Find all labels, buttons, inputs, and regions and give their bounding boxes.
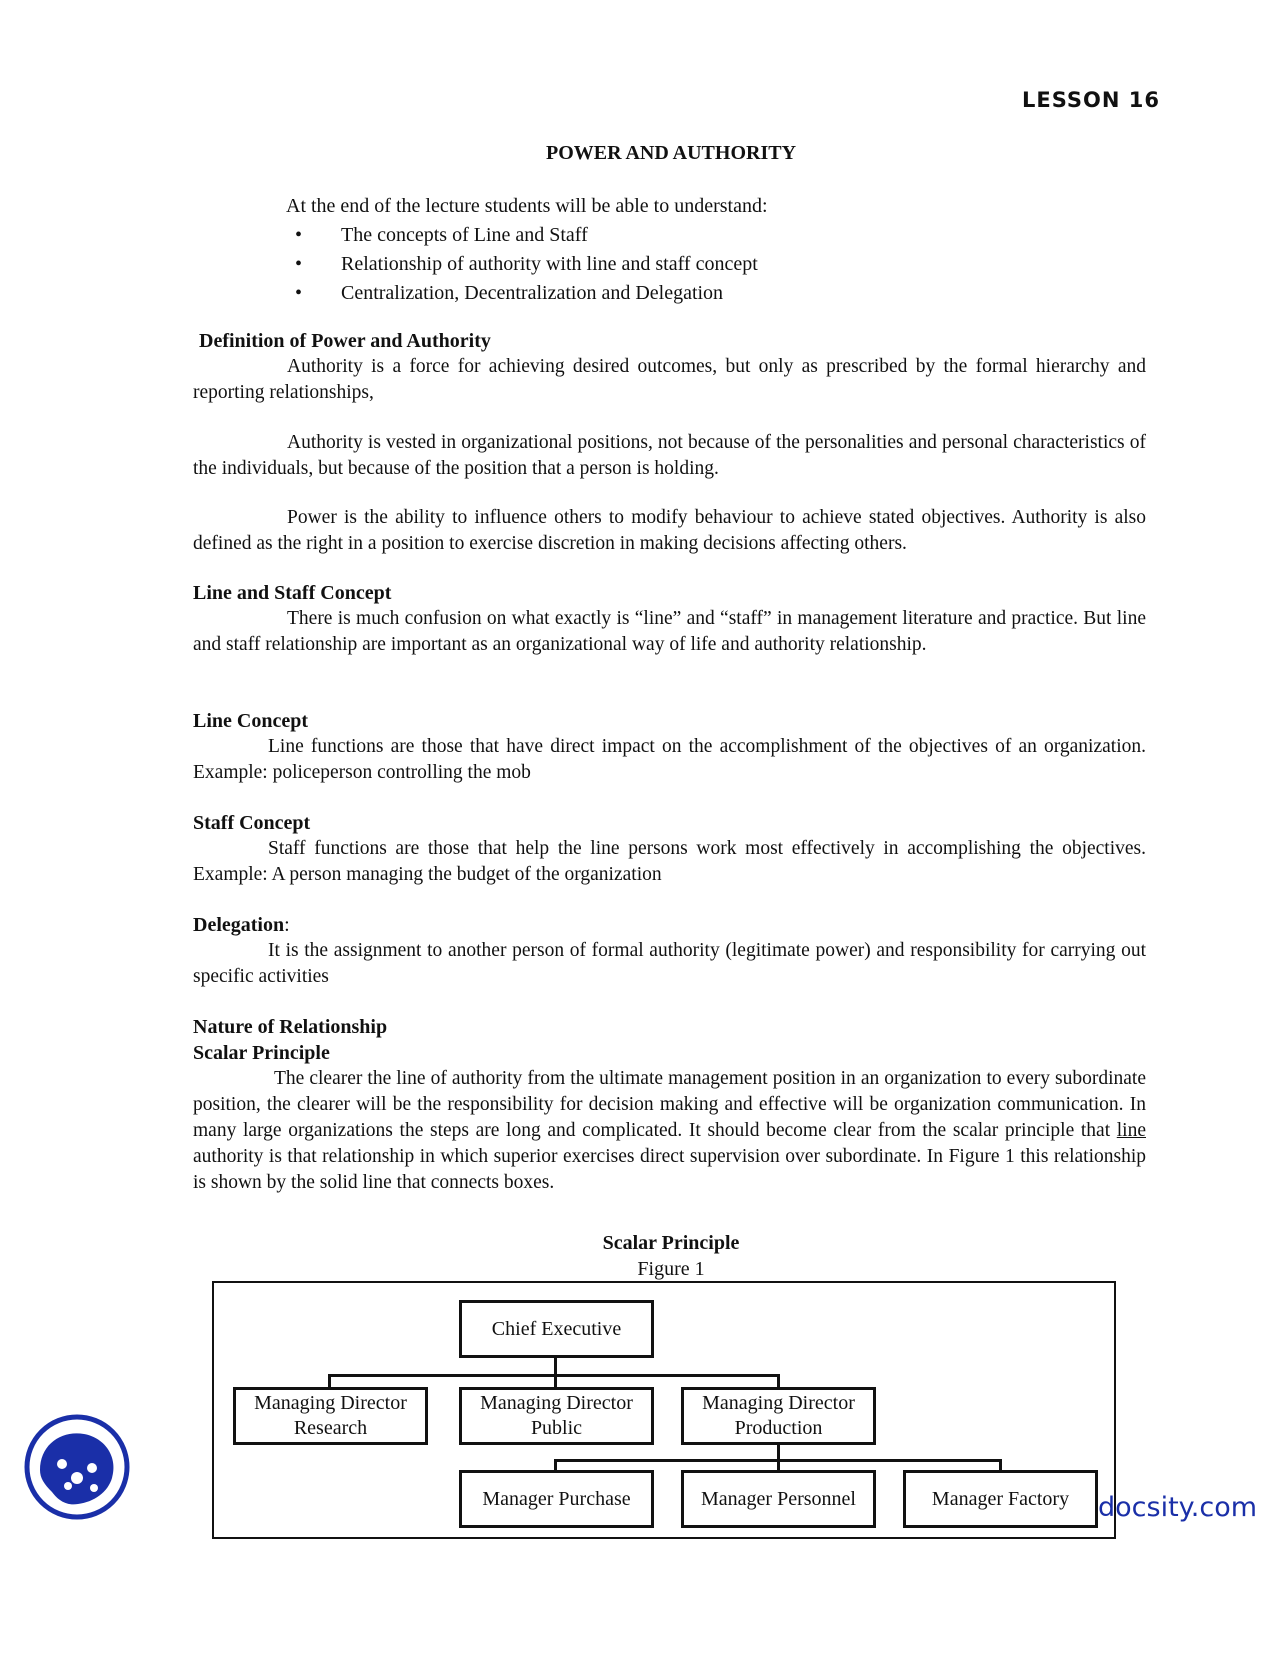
heading-delegation: [193, 912, 1146, 938]
definition-paragraph-1: Authority is a force for achieving desired outcomes, but only as prescribed by the formal hierarchy and reporting relationships,: [193, 356, 1146, 403]
heading-scalar: Scalar Principle: [193, 1042, 330, 1064]
org-chart: [212, 1281, 1116, 1539]
box-md-production: Managing Director Production: [681, 1387, 876, 1445]
heading-definition: Definition of Power and Authority: [199, 330, 491, 352]
heading-delegation-colon: :: [284, 914, 290, 936]
heading-nature: Nature of Relationship: [193, 1016, 388, 1038]
scalar-paragraph: [193, 1066, 1146, 1196]
line-concept-paragraph: Line functions are those that have direct impact on the accomplishment of the objectives of an organization. Example: policeperson controlling the mob: [193, 736, 1146, 783]
box-manager-personnel: Manager Personnel: [681, 1470, 876, 1528]
connector-line: [554, 1355, 557, 1375]
learning-objectives: [286, 192, 768, 308]
lesson-number: LESSON 16: [1022, 88, 1160, 112]
scalar-text-a: The clearer the line of authority from the ultimate management position in an organization to every subordinate position, the clearer will be the responsibility for decision making and effective will be organization communication. In many large organizations the steps are long and complicated. It should become clear from the scalar principle that: [193, 1068, 1146, 1141]
definition-paragraph-2: Authority is vested in organizational positions, not because of the personalities and personal characteristics of the individuals, but because of the position that a person is holding.: [193, 432, 1146, 479]
box-manager-factory: Manager Factory: [903, 1470, 1098, 1528]
objective-item: • Relationship of authority with line and staff concept: [286, 250, 768, 279]
objectives-lead: At the end of the lecture students will be able to understand:: [286, 195, 768, 217]
section-delegation: [193, 912, 1146, 990]
figure-caption: Figure 1: [637, 1258, 705, 1280]
docsity-logo-icon: [22, 1412, 132, 1527]
heading-line-concept: Line Concept: [193, 710, 308, 732]
section-line-concept: [193, 708, 1146, 786]
connector-line: [777, 1374, 780, 1388]
page-title: POWER AND AUTHORITY: [545, 142, 797, 164]
objectives-list: [286, 221, 768, 308]
box-chief-executive: Chief Executive: [459, 1300, 654, 1358]
definition-paragraph-2-block: [193, 430, 1146, 482]
box-md-research: Managing Director Research: [233, 1387, 428, 1445]
delegation-paragraph: It is the assignment to another person of formal authority (legitimate power) and responsibility for carrying out specific activities: [193, 940, 1146, 987]
line-staff-paragraph: There is much confusion on what exactly is “line” and “staff” in management literature and practice. But line and staff relationship are important as an organizational way of life and authority relationship.: [193, 608, 1146, 655]
objective-item: • The concepts of Line and Staff: [286, 221, 768, 250]
section-line-staff: [193, 580, 1146, 658]
box-manager-purchase: Manager Purchase: [459, 1470, 654, 1528]
definition-paragraph-3-block: [193, 505, 1146, 557]
docsity-watermark[interactable]: docsity.com: [1098, 1492, 1258, 1523]
scalar-text-underlined: line: [1116, 1120, 1146, 1141]
connector-line: [328, 1374, 331, 1388]
heading-delegation-text: Delegation: [193, 914, 285, 936]
staff-concept-paragraph: Staff functions are those that help the line persons work most effectively in accomplishing the objectives. Example: A person managing the budget of the organization: [193, 838, 1146, 885]
objective-item: • Centralization, Decentralization and Delegation: [286, 279, 768, 308]
scalar-text-b: authority is that relationship in which superior exercises direct supervision over subordinate. In Figure 1 this relationship is shown by the solid line that connects boxes.: [193, 1146, 1146, 1193]
box-md-public: Managing Director Public: [459, 1387, 654, 1445]
connector-line: [554, 1374, 557, 1388]
section-definition: [193, 328, 1146, 406]
heading-staff-concept: Staff Concept: [193, 812, 311, 834]
section-staff-concept: [193, 810, 1146, 888]
heading-line-staff: Line and Staff Concept: [193, 582, 392, 604]
section-nature: [193, 1014, 1146, 1196]
figure-title: Scalar Principle: [602, 1232, 740, 1254]
definition-paragraph-3: Power is the ability to influence others to modify behaviour to achieve stated objectives. Authority is also defined as the right in a position to exercise discretion in making decisions affecting others.: [193, 507, 1146, 554]
